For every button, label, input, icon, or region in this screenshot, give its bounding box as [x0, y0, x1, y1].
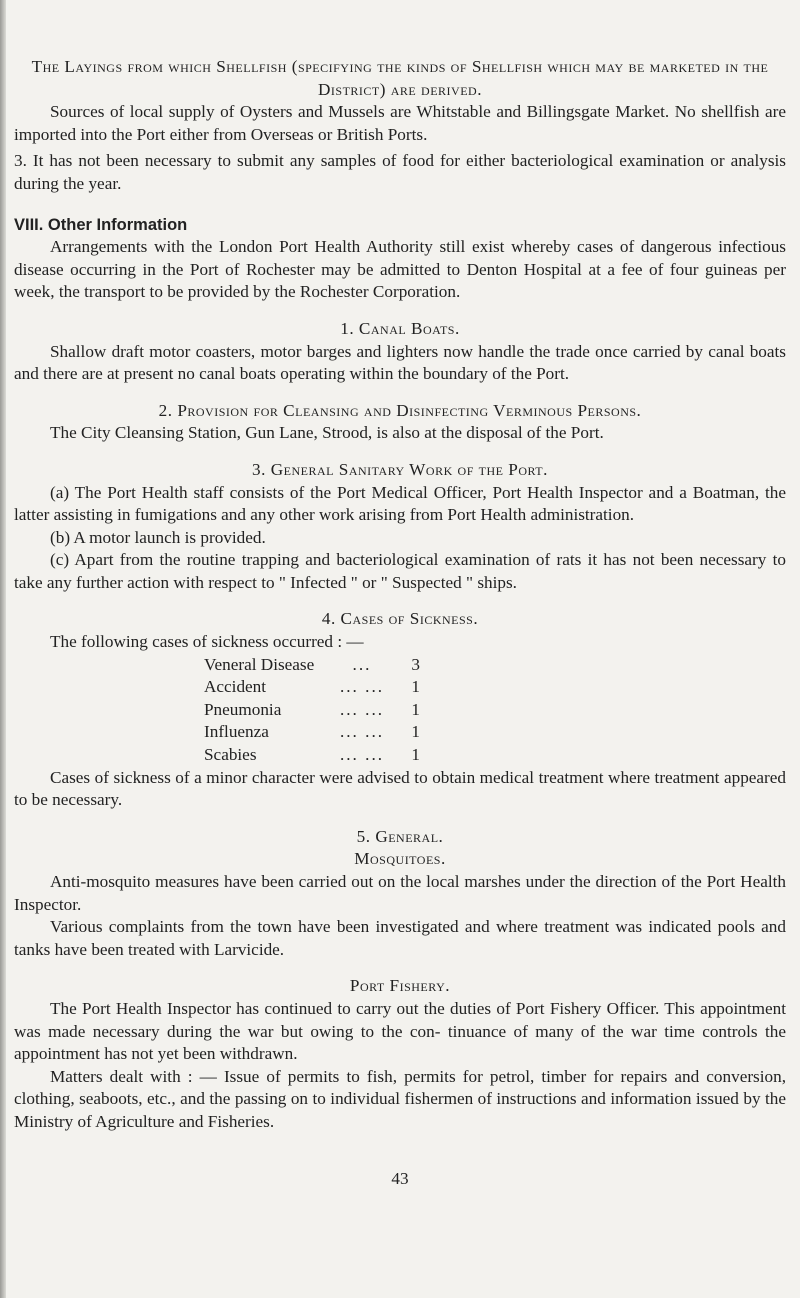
table-row — [204, 721, 420, 744]
case-name: Scabies — [204, 745, 257, 765]
sickness-table — [204, 654, 420, 767]
table-row — [204, 676, 420, 699]
para-following-cases: The following cases of sickness occurred : — — [50, 632, 364, 652]
case-name: Pneumonia — [204, 699, 282, 719]
case-name: Accident — [204, 677, 267, 697]
leader-dots: ... ... — [339, 699, 385, 719]
para-food-samples: 3. It has not been necessary to submit any samples of food for either bacteriological examination or analysis during the year. — [14, 151, 786, 193]
case-count: 1 — [411, 745, 420, 765]
para-minor-cases: Cases of sickness of a minor character were advised to obtain medical treatment where treatment appeared to be necessary. — [14, 767, 786, 810]
page-edge-shadow — [0, 0, 6, 1298]
para-anti-mosquito: Anti-mosquito measures have been carried out on the local marshes under the direction of the Port Health Inspector. — [14, 872, 786, 914]
table-row — [204, 699, 420, 722]
table-row — [204, 654, 420, 677]
para-sources: Sources of local supply of Oysters and Mussels are Whitstable and Billingsgate Market. No shellfish are imported into the Port either from Overseas or British Ports. — [14, 102, 786, 144]
case-name: Veneral Disease — [204, 654, 315, 674]
heading-provision-cleansing: 2. Provision for Cleansing and Disinfecting Verminous Persons. — [158, 400, 642, 420]
heading-port-fishery: Port Fishery. — [349, 976, 451, 996]
para-arrangements: Arrangements with the London Port Health Authority still exist whereby cases of dangerous infectious disease occurring in the Port of Rochester may be admitted to Denton Hospital at a fee of four guineas per week, the transport to be provided by the Rochester Corporation. — [14, 237, 786, 302]
case-count: 3 — [411, 654, 420, 674]
para-motor-launch: (b) A motor launch is provided. — [50, 527, 266, 547]
para-complaints: Various complaints from the town have been investigated and where treatment was indicated pools and tanks have been treated with Larvicide. — [14, 917, 786, 959]
para-canal-boats: Shallow draft motor coasters, motor barges and lighters now handle the trade once carried by canal boats and there are at present no canal boats operating within the boundary of the Port. — [14, 341, 786, 384]
heading-cases-sickness: 4. Cases of Sickness. — [321, 609, 479, 629]
case-count: 1 — [411, 677, 420, 697]
leader-dots: ... ... — [339, 677, 385, 697]
case-count: 1 — [411, 722, 420, 742]
heading-mosquitoes: Mosquitoes. — [354, 849, 446, 869]
table-row — [204, 744, 420, 767]
document-page — [14, 56, 786, 1190]
leader-dots: ... — [352, 654, 372, 674]
para-provision: The City Cleansing Station, Gun Lane, Strood, is also at the disposal of the Port. — [50, 423, 604, 443]
heading-layings: The Layings from which Shellfish (specifying the kinds of Shellfish which may be marketed in the District) are derived. — [31, 57, 769, 99]
para-matters-dealt: Matters dealt with : — Issue of permits to fish, permits for petrol, timber for repairs and conversion, clothing, seaboots, etc., and the passing on to individual fishermen of instructions and information issued by the Ministry of Agriculture and Fisheries. — [14, 1066, 786, 1131]
leader-dots: ... ... — [339, 722, 385, 742]
case-count: 1 — [411, 699, 420, 719]
para-fishery-officer: The Port Health Inspector has continued to carry out the duties of Port Fishery Officer. This appointment was made necessary during the war but owing to the con- tinuance of many of the war time controls the appointment has not yet been withdrawn. — [14, 998, 786, 1064]
case-name: Influenza — [204, 722, 269, 742]
leader-dots: ... ... — [339, 745, 385, 765]
heading-general: 5. General. — [356, 826, 444, 846]
section-viii-title: VIII. Other Information — [14, 215, 188, 234]
para-rats: (c) Apart from the routine trapping and bacteriological examination of rats it has not been necessary to take any further action with respect to " Infected " or " Suspected " ships. — [14, 550, 786, 592]
heading-general-sanitary: 3. General Sanitary Work of the Port. — [252, 459, 548, 479]
page-number: 43 — [391, 1168, 409, 1188]
heading-canal-boats: 1. Canal Boats. — [340, 318, 460, 338]
para-staff: (a) The Port Health staff consists of the Port Medical Officer, Port Health Inspector and a Boatman, the latter assisting in fumigations and any other work arising from Port Health administration. — [14, 482, 786, 525]
